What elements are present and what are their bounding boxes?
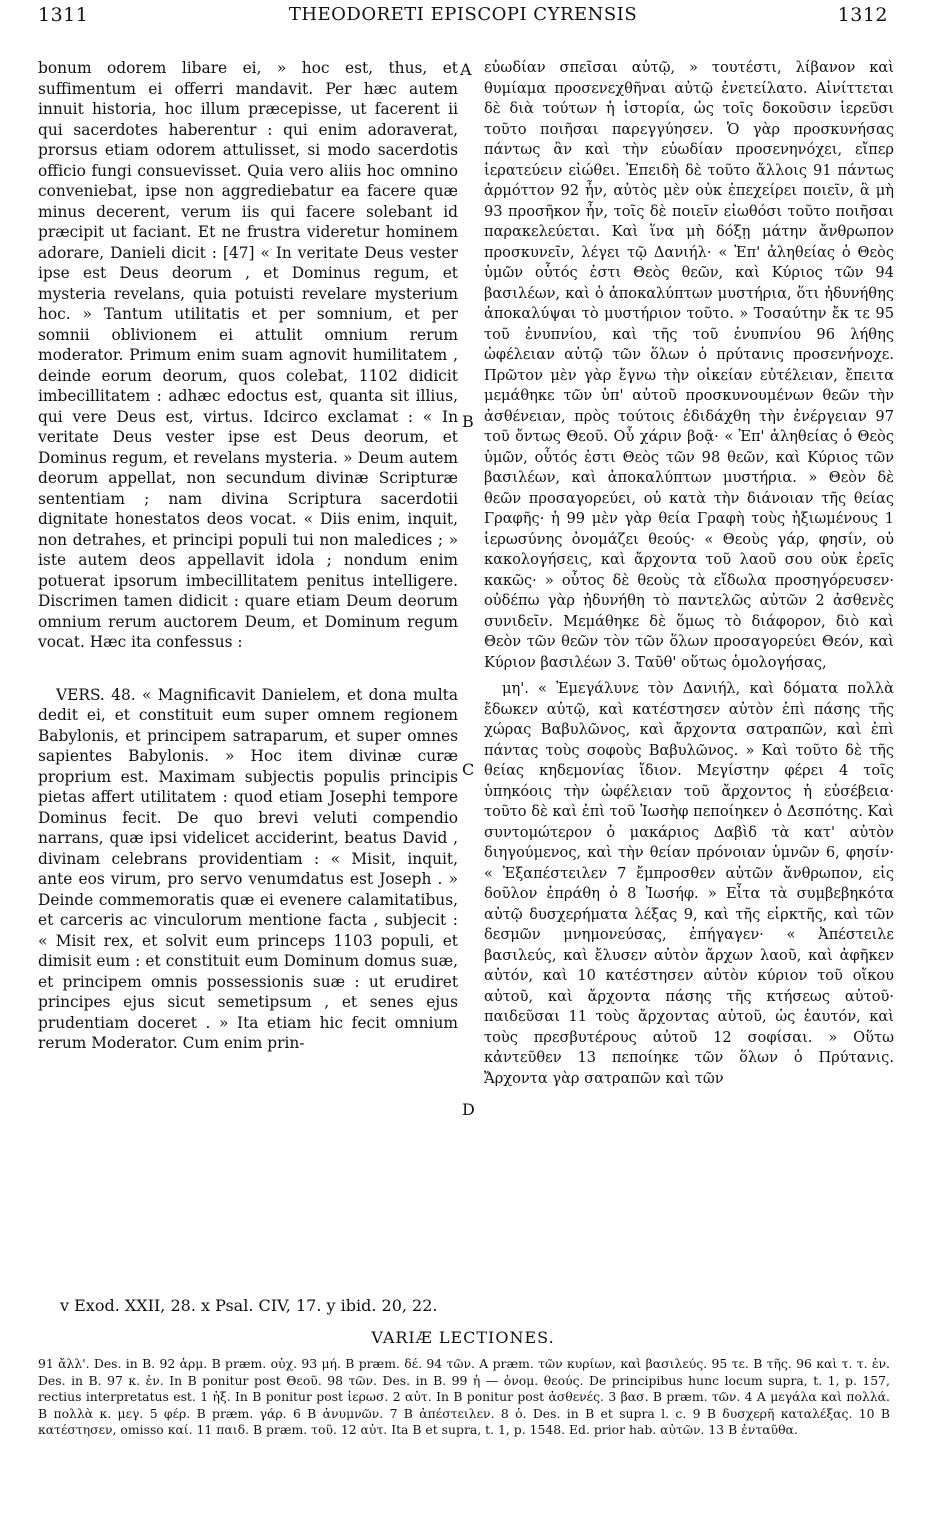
section-marker-c: C: [462, 760, 475, 779]
latin-paragraph: bonum odorem libare ei, » hoc est, thus, et suffimentum ei offerri mandavit. Per hæc autem innuit historia, hoc illum præcepisse, ut facerent ii qui sacerdotes haberentur : qui enim adoraverat, prorsus etiam odorem attulisset, si modo sacerdotis officio fungi consuevisset. Quia vero aliis hoc omnino conveniebat, ipse non aggrediebatur ea facere quæ minus decerent, verum iis qui facere solebant id præcipit ut faciant. Et ne frustra videretur hominem adorare, Danieli dicit : [47] « In veritate Deus vester ipse est Deus deorum , et Dominus regum, et mysteria revelans, quia potuisti revelare mysterium hoc. » Tantum utilitatis et per somnium, et per somnii oblivionem ei attulit omnium rerum moderator. Primum enim suam agnovit humilitatem , deinde eorum deorum, quos colebat, 1102 didicit imbecillitatem : adhæc edoctus est, quanta sit illius, qui vere Deus est, virtus. Idcirco exclamat : « In veritate Deus vester ipse est Deus deorum, et Dominus regum, et revelans mysteria. » Deum autem deorum appellat, non secundum divinæ Scripturæ sententiam ; nam divina Scriptura sacerdotii dignitate honestatos deos vocat. « Diis enim, inquit, non detrahes, et principi populi tui non maledices ; » iste autem deos appellavit idola ; nondum enim potuerat ipsorum imbecillitatem penitus intelligere. Discrimen tamen didicit : quare etiam Deum deorum omnium rerum auctorem Deum, et Dominum regum vocat. Hæc ita confessus :: [38, 59, 458, 651]
latin-column: [38, 58, 458, 1054]
page-number-left: 1311: [38, 4, 89, 26]
greek-paragraph: εὐωδίαν σπεῖσαι αὐτῷ, » τουτέστι, λίβανον καὶ θυμίαμα προσενεχθῆναι αὐτῷ ἐνετείλατο. Αἰνίττεται δὲ διὰ τούτων ἡ ἱστορία, ὡς τοῖς δοκοῦσιν ἱερεῦσι τοῦτο ποιῆσαι παρεγγύησεν. Ὁ γὰρ προσκυνήσας πάντως ἂν καὶ τὴν εὐωδίαν προσενηνόχει, εἴπερ ἱερατεύειν εἰώθει. Ἐπειδὴ δὲ τοῦτο ἄλλοις 91 πάντως ἁρμόττον 92 ἦν, αὐτὸς μὲν οὐκ ἐπεχείρει ποιεῖν, ἃ μὴ 93 προσῆκον ἦν, τοῖς δὲ ποιεῖν εἰωθόσι τοῦτο ποιῆσαι παρακελεύεται. Καὶ ἵνα μὴ δόξῃ μάτην ἄνθρωπον προσκυνεῖν, λέγει τῷ Δανιήλ· « Ἐπ' ἀληθείας ὁ Θεὸς ὑμῶν οὗτός ἐστι Θεὸς θεῶν, καὶ Κύριος τῶν 94 βασιλέων, καὶ ὁ ἀποκαλύπτων μυστήρια, ὅτι ἠδυνήθης ἀποκαλύψαι τὸ μυστήριον τοῦτο. » Τοσαύτην ἔκ τε 95 τοῦ ἐνυπνίου, καὶ τῆς τοῦ ἐνυπνίου 96 λήθης ὠφέλειαν αὐτῷ τῶν ὅλων ὁ πρύτανις προσενήνοχε. Πρῶτον μὲν γὰρ ἔγνω τὴν οἰκείαν εὐτέλειαν, ἔπειτα μεμάθηκε τῶν ὑπ' αὐτοῦ προσκυνουμένων θεῶν τὴν ἀσθένειαν, πρὸς τούτοις ἐδιδάχθη τὴν ἐνέργειαν 97 τοῦ ὄντως Θεοῦ. Οὗ χάριν βοᾷ· « Ἐπ' ἀληθείας ὁ Θεὸς ὑμῶν, οὗτός ἐστι Θεὸς τῶν 98 θεῶν, καὶ Κύριος τῶν βασιλέων, καὶ ἀποκαλύπτων μυστήρια. » Θεὸν δὲ θεῶν προσαγορεύει, οὐ κατὰ τὴν διάνοιαν τῆς θείας Γραφῆς· ἡ 99 μὲν γὰρ θεία Γραφὴ τοὺς ἠξιωμένους 1 ἱερωσύνης ὀνομάζει θεούς· « Θεοὺς γάρ, φησίν, οὐ κακολογήσεις, καὶ ἄρχοντα τοῦ λαοῦ σου οὐκ ἐρεῖς κακῶς· » οὗτος δὲ θεοὺς τὰ εἴδωλα προσηγόρευσεν· οὐδέπω γὰρ ἠδυνήθη τὸ παντελῶς αὐτῶν 2 ἀσθενὲς συνιδεῖν. Μεμάθηκε δὲ ὅμως τὸ διάφορον, διὸ καὶ Θεὸν τῶν θεῶν τὸν τῶν ὅλων προσαγορεύει Θεόν, καὶ Κύριον βασιλέων 3. Ταῦθ' οὕτως ὁμολογήσας,: [484, 59, 894, 671]
running-title: THEODORETI EPISCOPI CYRENSIS: [288, 4, 638, 25]
section-marker-b: B: [462, 412, 474, 431]
greek-column: [484, 58, 894, 1089]
scripture-references: v Exod. XXII, 28. x Psal. CIV, 17. y ibid. 20, 22.: [60, 1296, 438, 1315]
greek-paragraph: μη'. « Ἐμεγάλυνε τὸν Δανιήλ, καὶ δόματα πολλὰ ἔδωκεν αὐτῷ, καὶ κατέστησεν αὐτὸν ἐπὶ πάσης τῆς χώρας Βαβυλῶνος, καὶ ἄρχοντα σατραπῶν, καὶ ἐπὶ πάντας τοὺς σοφοὺς Βαβυλῶνος. » Καὶ τοῦτο δὲ τῆς θείας κηδεμονίας ἴδιον. Μεγίστην φέρει 4 τοῖς ὑπηκόοις τὴν ὠφέλειαν τοῦ ἄρχοντος ἡ εὐσέβεια· τοῦτο δὲ καὶ ἐπὶ τοῦ Ἰωσὴφ πεποίηκεν ὁ Δεσπότης. Καὶ συντομώτερον ὁ μακάριος Δαβὶδ τὰ κατ' αὐτὸν διηγούμενος, καὶ τὴν θείαν πρόνοιαν ὑμνῶν 6, φησίν· « Ἐξαπέστειλεν 7 ἔμπροσθεν αὐτῶν ἄνθρωπον, εἰς δοῦλον ἐπράθη ὁ 8 Ἰωσήφ. » Εἶτα τὰ συμβεβηκότα αὐτῷ δυσχερήματα λέξας 9, καὶ τῆς εἱρκτῆς, καὶ τῶν δεσμῶν μνημονεύσας, ἐπήγαγεν· « Ἀπέστειλε βασιλεύς, καὶ ἔλυσεν αὐτὸν ἄρχων λαοῦ, καὶ ἀφῆκεν αὐτόν, καὶ 10 κατέστησεν αὐτὸν κύριον τοῦ οἴκου αὐτοῦ, καὶ ἄρχοντα πάσης τῆς κτήσεως αὐτοῦ· παιδεῦσαι 11 τοὺς ἄρχοντας αὐτοῦ, ὡς ἑαυτόν, καὶ τοὺς πρεσβυτέρους αὐτοῦ 12 σοφίσαι. » Οὕτω κἀντεῦθεν 13 πεποίηκε τῶν ὅλων ὁ Πρύτανις. Ἄρχοντα γὰρ σατραπῶν καὶ τῶν: [484, 680, 894, 1087]
latin-paragraph: VERS. 48. « Magnificavit Danielem, et dona multa dedit ei, et constituit eum super omnem regionem Babylonis, et principem satraparum, et super omnes sapientes Babylonis. » Hoc item divinæ curæ proprium est. Maximam subjectis populis principis pietas affert utilitatem : quod etiam Josephi tempore Dominus fecit. De quo brevi veluti compendio narrans, quæ ipsi videlicet acciderint, beatus David , divinam celebrans providentiam : « Misit, inquit, ante eos virum, pro servo venumdatus est Joseph . » Deinde commemoratis quæ ei evenere calamitatibus, et carceris ac vinculorum mentione facta , subjecit : « Misit rex, et solvit eum princeps 1103 populi, et dimisit eum : et constituit eum Dominum domus suæ, et principem omnis possessionis suæ : ut erudiret principes ejus sicut semetipsum , et senes ejus prudentiam doceret . » Ita etiam hic fecit omnium rerum Moderator. Cum enim prin-: [38, 685, 458, 1052]
section-marker-a: A: [460, 60, 472, 79]
variae-lectiones-title: VARIÆ LECTIONES.: [371, 1328, 555, 1347]
variae-lectiones-notes: 91 ἄλλ'. Des. in B. 92 ἁρμ. B præm. οὐχ. 93 μή. B præm. δέ. 94 τῶν. A præm. τῶν κυρίων, καὶ βασιλεύς. 95 τε. B τῆς. 96 καὶ τ. τ. ἐν. Des. in B. 97 κ. ἐν. In B ponitur post Θεοῦ. 98 τῶν. Des. in B. 99 ἡ — ὀνομ. θεούς. De principibus hunc locum supra, t. 1, p. 157, rectius interpretatus est. 1 ἠξ. In B ponitur post ἱερωσ. 2 αὐτ. In B ponitur post ἀσθενές. 3 βασ. B præm. τῶν. 4 A μεγάλα καὶ πολλά. B πολλὰ κ. μεγ. 5 φέρ. B præm. γάρ. 6 B ἀνυμνῶν. 7 B ἀπέστειλεν. 8 ὁ. Des. in B et supra l. c. 9 B δυσχερῆ καταλέξας. 10 B κατέστησεν, omisso καί. 11 παιδ. B præm. τοῦ. 12 αὐτ. Ita B et supra, t. 1, p. 1548. Ed. prior hab. αὐτῶν. 13 B ἐνταῦθα.: [38, 1356, 890, 1437]
page-number-right: 1312: [837, 4, 888, 26]
running-header: [38, 4, 888, 34]
section-marker-d: D: [462, 1100, 475, 1119]
